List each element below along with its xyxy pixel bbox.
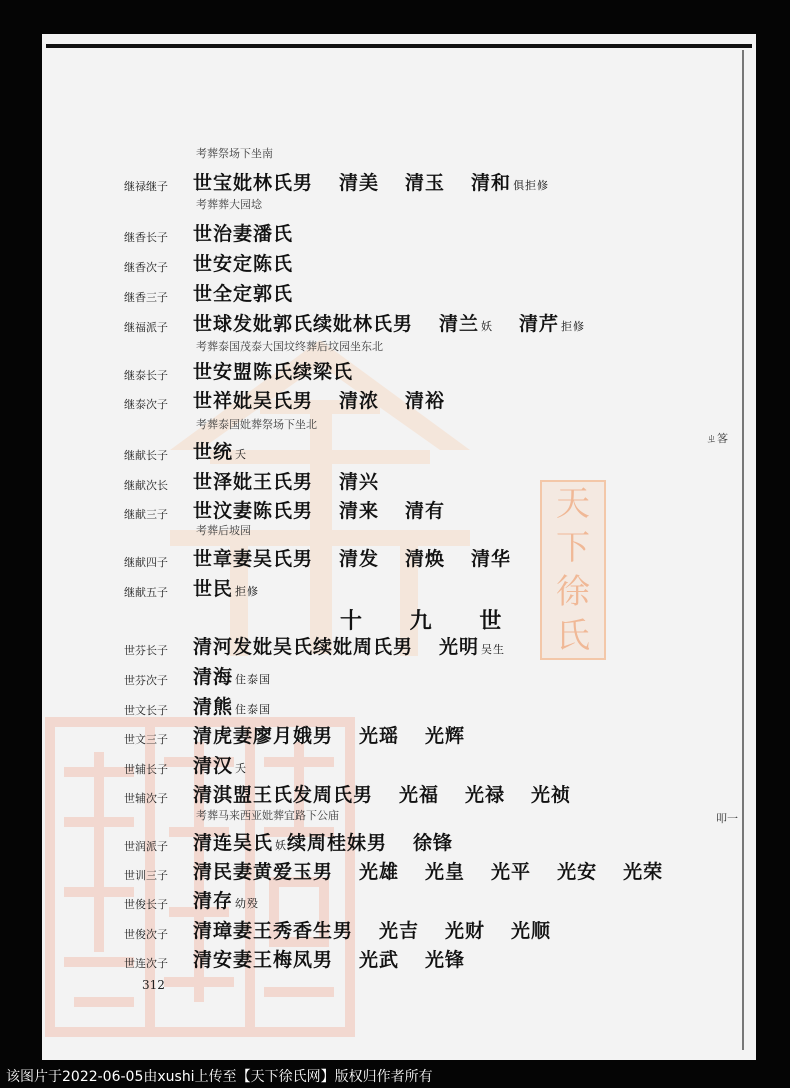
entry-label: 世文三子 (124, 733, 168, 746)
entry-label: 继泰长子 (124, 369, 168, 382)
son-name: 光瑶 (359, 725, 400, 747)
right-edge-rule (742, 50, 744, 1050)
entry-text: 世安盟陈氏续梁氏 (193, 361, 354, 383)
entry-suffix: 夭 (235, 762, 248, 775)
entry-text: 世宝妣林氏男 (193, 172, 314, 194)
entry-label: 继献三子 (124, 508, 168, 521)
burial-note: 考葬祭场下坐南 (196, 147, 273, 160)
entry-text: 世祥妣吴氏男 (193, 390, 314, 412)
entry-text: 清汉 (193, 755, 234, 777)
generation-heading: 十 九 世 (340, 608, 522, 634)
margin-mark: 叩一 (716, 812, 738, 825)
entry-suffix: 住泰国 (235, 703, 272, 716)
son-name: 光锋 (425, 949, 466, 971)
entry-text: 世汶妻陈氏男 (193, 500, 314, 522)
entry-text: 清安妻王梅凤男 (193, 949, 334, 971)
entry-text: 世治妻潘氏 (193, 223, 294, 245)
son-name: 清美 (339, 172, 380, 194)
son-name: 清兴 (339, 471, 380, 493)
son-name: 光辉 (425, 725, 466, 747)
entry-label: 世芬次子 (124, 674, 168, 687)
watermark-logo-char: 徐 (556, 572, 590, 612)
entry-label: 世文长子 (124, 704, 168, 717)
burial-note: 考葬葬大园埝 (196, 198, 262, 211)
entry-text: 世球发妣郭氏续妣林氏男 (193, 313, 414, 335)
entry-suffix: 俱拒修 (513, 179, 550, 192)
entry-label: 继献五子 (124, 586, 168, 599)
entry-suffix: 妖 (481, 320, 494, 333)
entry-text: 世泽妣王氏男 (193, 471, 314, 493)
entry-text: 世章妻吴氏男 (193, 548, 314, 570)
entry-text: 世统 (193, 441, 234, 463)
son-name: 光平 (491, 861, 532, 883)
son-name: 清和 (471, 172, 512, 194)
burial-note: 考葬马来西亚妣葬宜路下公庙 (196, 809, 339, 822)
entry-text: 清河发妣吴氏续妣周氏男 (193, 636, 414, 658)
son-name: 清发 (339, 548, 380, 570)
son-name: 清有 (405, 500, 446, 522)
entry-text: 清连吴氏 (193, 832, 274, 854)
son-name: 清裕 (405, 390, 446, 412)
son-name: 光财 (445, 920, 486, 942)
entry-text: 清存 (193, 890, 234, 912)
entry-suffix: 幼殁 (235, 897, 260, 910)
entry-label: 继香长子 (124, 231, 168, 244)
son-name: 光福 (399, 784, 440, 806)
son-name: 光荣 (623, 861, 664, 883)
entry-suffix: 住泰国 (235, 673, 272, 686)
son-name: 光安 (557, 861, 598, 883)
entry-main (193, 168, 549, 195)
burial-note: 考葬后坡园 (196, 524, 251, 537)
entry-suffix: 夭 (235, 448, 248, 461)
entry-text: 世安定陈氏 (193, 253, 294, 275)
top-rule (46, 44, 752, 48)
upload-footer: 该图片于2022-06-05由xushi上传至【天下徐氏网】版权归作者所有 (6, 1069, 433, 1085)
entry-suffix: 拒修 (235, 585, 260, 598)
son-name: 清华 (471, 548, 512, 570)
watermark-logo-char: 天 (556, 484, 590, 524)
burial-note: 考葬泰国妣葬祭场下坐北 (196, 418, 317, 431)
son-name: 清芹 (519, 313, 560, 335)
margin-mark: ㄓ笿 (706, 432, 728, 445)
entry-suffix: 吴生 (481, 643, 506, 656)
entry-text: 清民妻黄爱玉男 (193, 861, 334, 883)
entry-label: 继香次子 (124, 261, 168, 274)
entry-text: 清熊 (193, 696, 234, 718)
son-name: 光明 (439, 636, 480, 658)
son-name: 光吉 (379, 920, 420, 942)
son-name: 光武 (359, 949, 400, 971)
entry-label: 世辅次子 (124, 792, 168, 805)
son-name: 光皇 (425, 861, 466, 883)
son-name: 光顺 (511, 920, 552, 942)
entry-text: 世全定郭氏 (193, 283, 294, 305)
entry-text: 世民 (193, 578, 234, 600)
son-name: 光雄 (359, 861, 400, 883)
son-name: 清浓 (339, 390, 380, 412)
watermark-logo (540, 480, 606, 660)
son-name: 清来 (339, 500, 380, 522)
entry-label: 世俊长子 (124, 898, 168, 911)
entry-label: 世连次子 (124, 957, 168, 970)
entry-label: 世俊次子 (124, 928, 168, 941)
entry-label: 继献长子 (124, 449, 168, 462)
son-name: 徐锋 (413, 832, 454, 854)
son-name: 光祯 (531, 784, 572, 806)
entry-label: 世润派子 (124, 840, 168, 853)
entry-suffix: 拒修 (561, 320, 586, 333)
entry-text: 清海 (193, 666, 234, 688)
entry-text: 续周桂妹男 (287, 832, 388, 854)
entry-text: 清虎妻廖月娥男 (193, 725, 334, 747)
entry-label: 世训三子 (124, 869, 168, 882)
son-name: 清玉 (405, 172, 446, 194)
page-number: 312 (142, 978, 165, 992)
watermark-logo-char: 下 (556, 528, 590, 568)
entry-label: 继福派子 (124, 321, 168, 334)
entry-label: 继禄继子 (124, 180, 168, 193)
son-name: 清兰 (439, 313, 480, 335)
entry-text: 清璋妻王秀香生男 (193, 920, 354, 942)
entry-label: 继献四子 (124, 556, 168, 569)
entry-label: 世芬长子 (124, 644, 168, 657)
son-name: 清焕 (405, 548, 446, 570)
entry-text: 清淇盟王氏发周氏男 (193, 784, 374, 806)
burial-note: 考葬泰国茂泰大国坟终葬后坟园坐东北 (196, 340, 383, 353)
watermark-logo-char: 氏 (556, 616, 590, 656)
entry-suffix: 妖 (275, 839, 288, 852)
entry-label: 继泰次子 (124, 398, 168, 411)
son-name: 光禄 (465, 784, 506, 806)
entry-label: 世辅长子 (124, 763, 168, 776)
entry-label: 继香三子 (124, 291, 168, 304)
entry-label: 继献次长 (124, 479, 168, 492)
